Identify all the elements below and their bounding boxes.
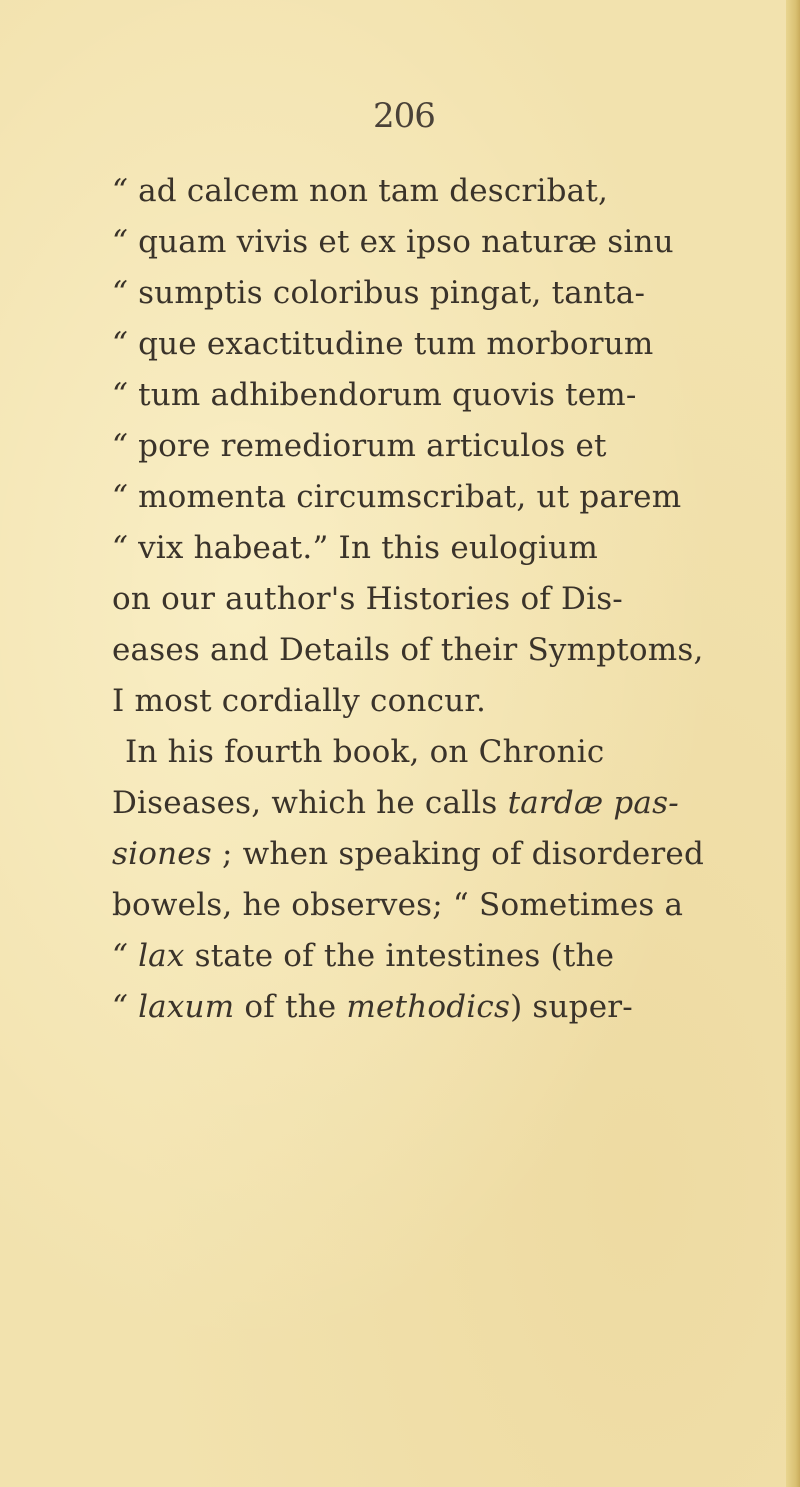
quote-mark: “ <box>112 479 129 515</box>
line-text: of the <box>234 989 347 1025</box>
line-text: momenta circumscribat, ut parem <box>138 479 682 515</box>
text-line <box>112 625 752 676</box>
line-text: pore remediorum articulos et <box>138 428 607 464</box>
line-text: vix habeat.” In this eulogium <box>138 530 598 566</box>
quote-mark: “ <box>112 224 129 260</box>
text-line <box>112 268 752 319</box>
page-edge <box>786 0 800 1487</box>
text-line <box>112 982 752 1033</box>
text-line <box>112 523 752 574</box>
line-text: tum adhibendorum quovis tem- <box>138 377 637 413</box>
text-line <box>112 778 752 829</box>
line-text: ; when speaking of disordered <box>211 836 705 872</box>
line-text: In his fourth book, on Chronic <box>125 734 605 770</box>
italic-text: tardæ pas- <box>507 785 679 821</box>
line-text: sumptis coloribus pingat, tanta- <box>138 275 646 311</box>
text-line <box>112 472 752 523</box>
page-text <box>112 166 752 1033</box>
text-line <box>112 217 752 268</box>
quote-mark: “ <box>112 326 129 362</box>
text-line <box>112 727 752 778</box>
line-text: eases and Details of their Symptoms, <box>112 632 704 668</box>
text-line <box>112 574 752 625</box>
italic-text: methodics <box>346 989 511 1025</box>
text-line <box>112 829 752 880</box>
italic-text: lax <box>138 938 185 974</box>
line-text: I most cordially concur. <box>112 683 487 719</box>
line-text: state of the intestines (the <box>184 938 615 974</box>
text-line <box>112 166 752 217</box>
text-line <box>112 676 752 727</box>
italic-text: laxum <box>138 989 235 1025</box>
line-text: Diseases, which he calls <box>112 785 508 821</box>
text-line <box>112 421 752 472</box>
quote-mark: “ <box>112 377 129 413</box>
page-number: 206 <box>373 96 435 136</box>
line-text: bowels, he observes; “ Sometimes a <box>112 887 684 923</box>
quote-mark: “ <box>112 428 129 464</box>
line-text: quam vivis et ex ipso naturæ sinu <box>138 224 674 260</box>
line-text: ad calcem non tam describat, <box>138 173 609 209</box>
line-text: on our author's Histories of Dis- <box>112 581 623 617</box>
line-text: ) super- <box>510 989 633 1025</box>
quote-mark: “ <box>112 275 129 311</box>
italic-text: siones <box>112 836 212 872</box>
quote-mark: “ <box>112 173 129 209</box>
text-line <box>112 880 752 931</box>
text-line <box>112 370 752 421</box>
quote-mark: “ <box>112 989 129 1025</box>
quote-mark: “ <box>112 938 129 974</box>
text-line <box>112 319 752 370</box>
quote-mark: “ <box>112 530 129 566</box>
text-line <box>112 931 752 982</box>
line-text: que exactitudine tum morborum <box>138 326 654 362</box>
